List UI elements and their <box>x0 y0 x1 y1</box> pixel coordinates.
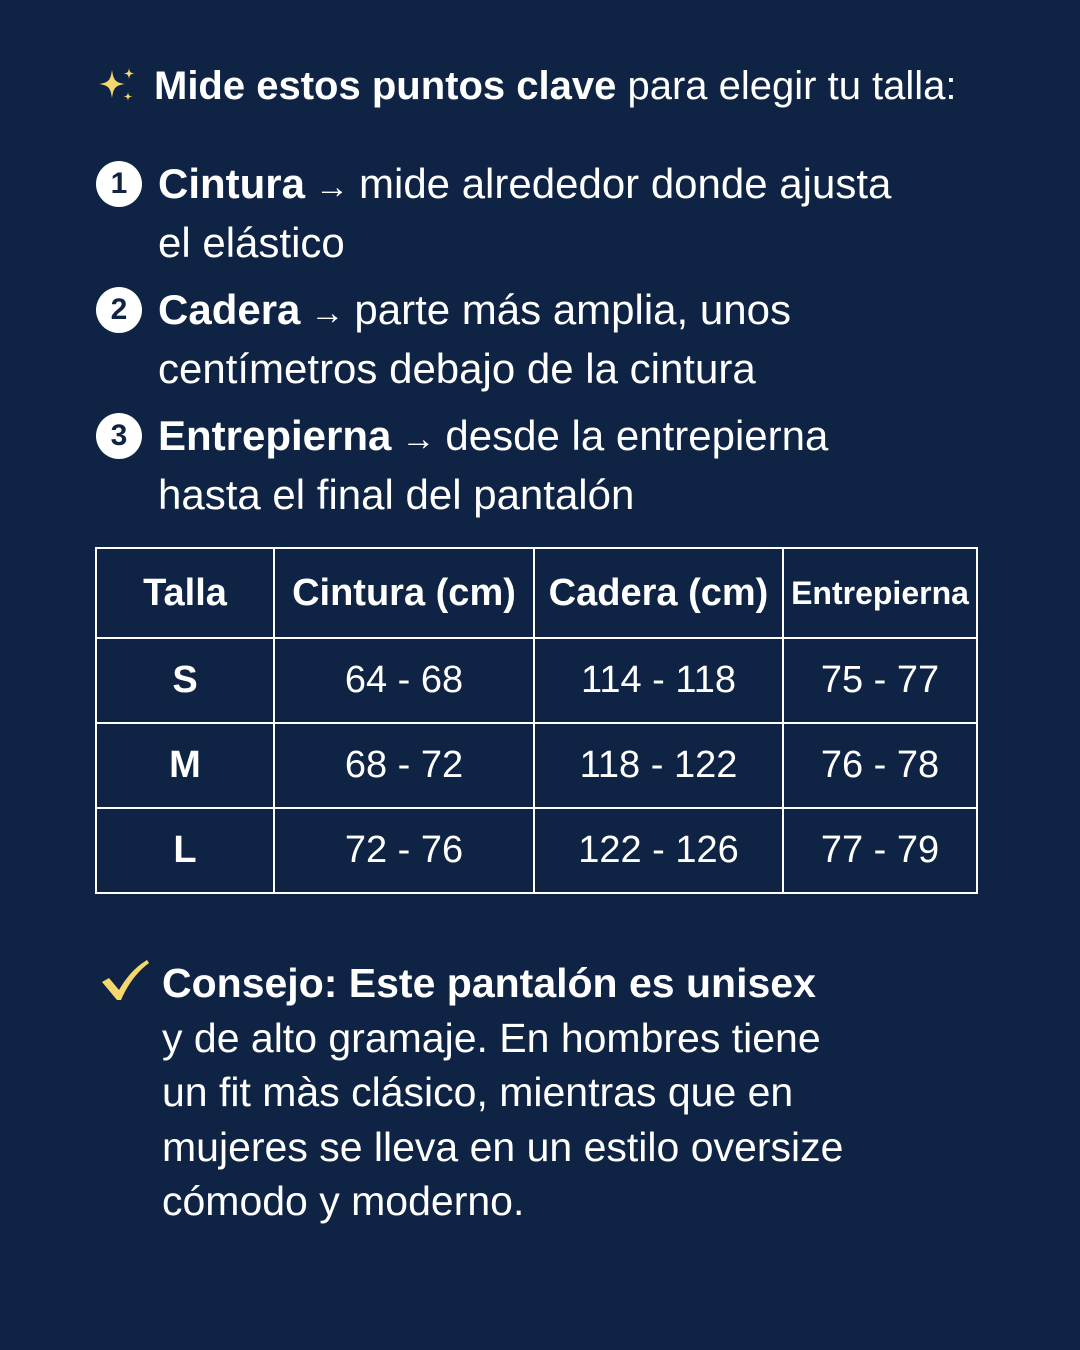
step-term: Cintura <box>158 160 305 207</box>
step-number-badge: 2 <box>96 287 142 333</box>
heading-bold: Mide estos puntos clave <box>154 64 617 108</box>
cintura-cell: 64 - 68 <box>274 638 534 723</box>
size-cell: S <box>96 638 274 723</box>
step-text-continued: el elástico <box>158 219 345 266</box>
step-description <box>158 408 1036 522</box>
header-entrepierna: Entrepierna <box>783 548 977 638</box>
cintura-cell: 68 - 72 <box>274 723 534 808</box>
table-header-row <box>96 548 977 638</box>
step-term: Cadera <box>158 286 301 333</box>
heading-normal: para elegir tu talla: <box>616 64 957 108</box>
heading <box>96 58 1056 114</box>
step-cintura <box>96 156 1036 270</box>
table-row <box>96 723 977 808</box>
header-talla: Talla <box>96 548 274 638</box>
size-cell: M <box>96 723 274 808</box>
step-description <box>158 282 1036 396</box>
step-text: parte más amplia, unos <box>354 286 791 333</box>
cintura-cell: 72 - 76 <box>274 808 534 893</box>
arrow-right-icon: → <box>401 420 436 458</box>
step-text: mide alrededor donde ajusta <box>359 160 892 207</box>
entrepierna-cell: 75 - 77 <box>783 638 977 723</box>
step-term: Entrepierna <box>158 412 392 459</box>
step-description <box>158 156 1036 270</box>
entrepierna-cell: 77 - 79 <box>783 808 977 893</box>
size-cell: L <box>96 808 274 893</box>
tip-text <box>162 956 1030 1229</box>
tip-line: y de alto gramaje. En hombres tiene <box>162 1014 821 1061</box>
arrow-right-icon: → <box>315 168 349 206</box>
step-entrepierna <box>96 408 1036 522</box>
tip-line: cómodo y moderno. <box>162 1178 525 1224</box>
heading-text <box>154 58 957 114</box>
step-number-badge: 1 <box>96 161 142 207</box>
measurement-steps <box>96 156 1036 534</box>
step-text-continued: hasta el final del pantalón <box>158 471 635 518</box>
tip-line: un fit màs clásico, mientras que en <box>162 1069 794 1115</box>
tip-block <box>100 956 1030 1229</box>
header-cintura: Cintura (cm) <box>274 548 534 638</box>
table-row <box>96 808 977 893</box>
entrepierna-cell: 76 - 78 <box>783 723 977 808</box>
tip-line: mujeres se lleva en un estilo oversize <box>162 1123 844 1170</box>
table-row <box>96 638 977 723</box>
cadera-cell: 114 - 118 <box>534 638 783 723</box>
cadera-cell: 118 - 122 <box>534 723 783 808</box>
arrow-right-icon: → <box>310 294 345 332</box>
step-text: desde la entrepierna <box>445 412 829 459</box>
step-text-continued: centímetros debajo de la cintura <box>158 345 756 392</box>
header-cadera: Cadera (cm) <box>534 548 783 638</box>
step-number-badge: 3 <box>96 413 142 459</box>
check-icon <box>100 958 150 1004</box>
tip-line-title: Consejo: Este pantalón es unisex <box>162 960 816 1006</box>
step-cadera <box>96 282 1036 396</box>
cadera-cell: 122 - 126 <box>534 808 783 893</box>
sparkle-icon <box>96 64 140 108</box>
size-table <box>95 547 978 894</box>
